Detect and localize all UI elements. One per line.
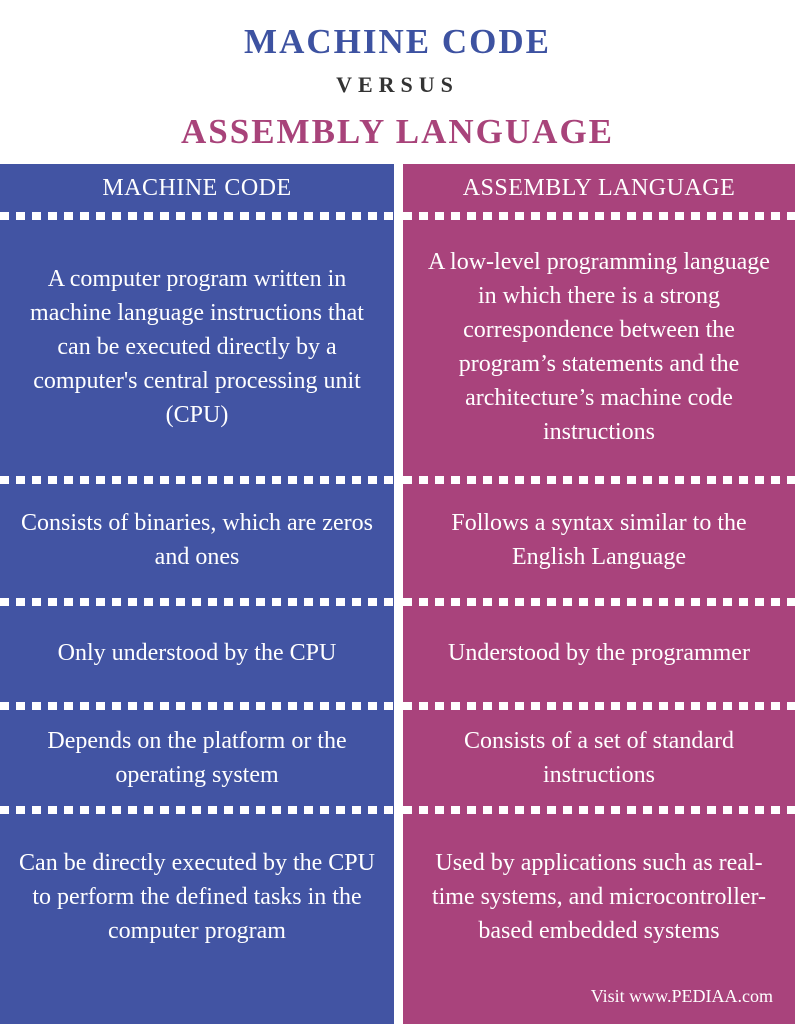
comparison-cell: Follows a syntax similar to the English Language xyxy=(451,509,747,570)
source-credit: Visit www.PEDIAA.com xyxy=(590,986,773,1006)
machine-code-column xyxy=(0,164,394,1024)
column-header-machine-code: MACHINE CODE xyxy=(102,174,292,201)
row-divider xyxy=(0,476,394,484)
comparison-cell: Consists of binaries, which are zeros and ones xyxy=(21,509,373,570)
row-divider xyxy=(0,806,394,814)
comparison-cell: Used by applications such as real-time systems, and microcontroller-based embedded systems xyxy=(431,849,767,944)
comparison-cell: Can be directly executed by the CPU to perform the defined tasks in the computer program xyxy=(19,849,375,944)
versus-label: VERSUS xyxy=(336,72,459,97)
row-divider xyxy=(403,598,795,606)
row-divider xyxy=(0,212,394,220)
comparison-cell: A computer program written in machine language instructions that can be executed directly by a computer's central processing unit (CPU) xyxy=(30,265,364,428)
row-divider xyxy=(0,702,394,710)
comparison-cell: Understood by the programmer xyxy=(448,640,750,666)
column-header-assembly-language: ASSEMBLY LANGUAGE xyxy=(462,174,736,201)
page-subtitle: ASSEMBLY LANGUAGE xyxy=(180,112,615,151)
row-divider xyxy=(403,212,795,220)
assembly-language-column xyxy=(403,164,795,1024)
comparison-cell: A low-level programming language in which there is a strong correspondence between the program’s statements and the architecture’s machine code instructions xyxy=(428,248,770,445)
comparison-cell: Only understood by the CPU xyxy=(57,640,337,666)
row-divider xyxy=(0,598,394,606)
comparison-cell: Depends on the platform or the operating system xyxy=(47,727,347,788)
comparison-cell: Consists of a set of standard instructions xyxy=(464,727,734,788)
title-area xyxy=(0,0,795,164)
page-title: MACHINE CODE xyxy=(244,22,551,61)
row-divider xyxy=(403,702,795,710)
row-divider xyxy=(403,476,795,484)
row-divider xyxy=(403,806,795,814)
